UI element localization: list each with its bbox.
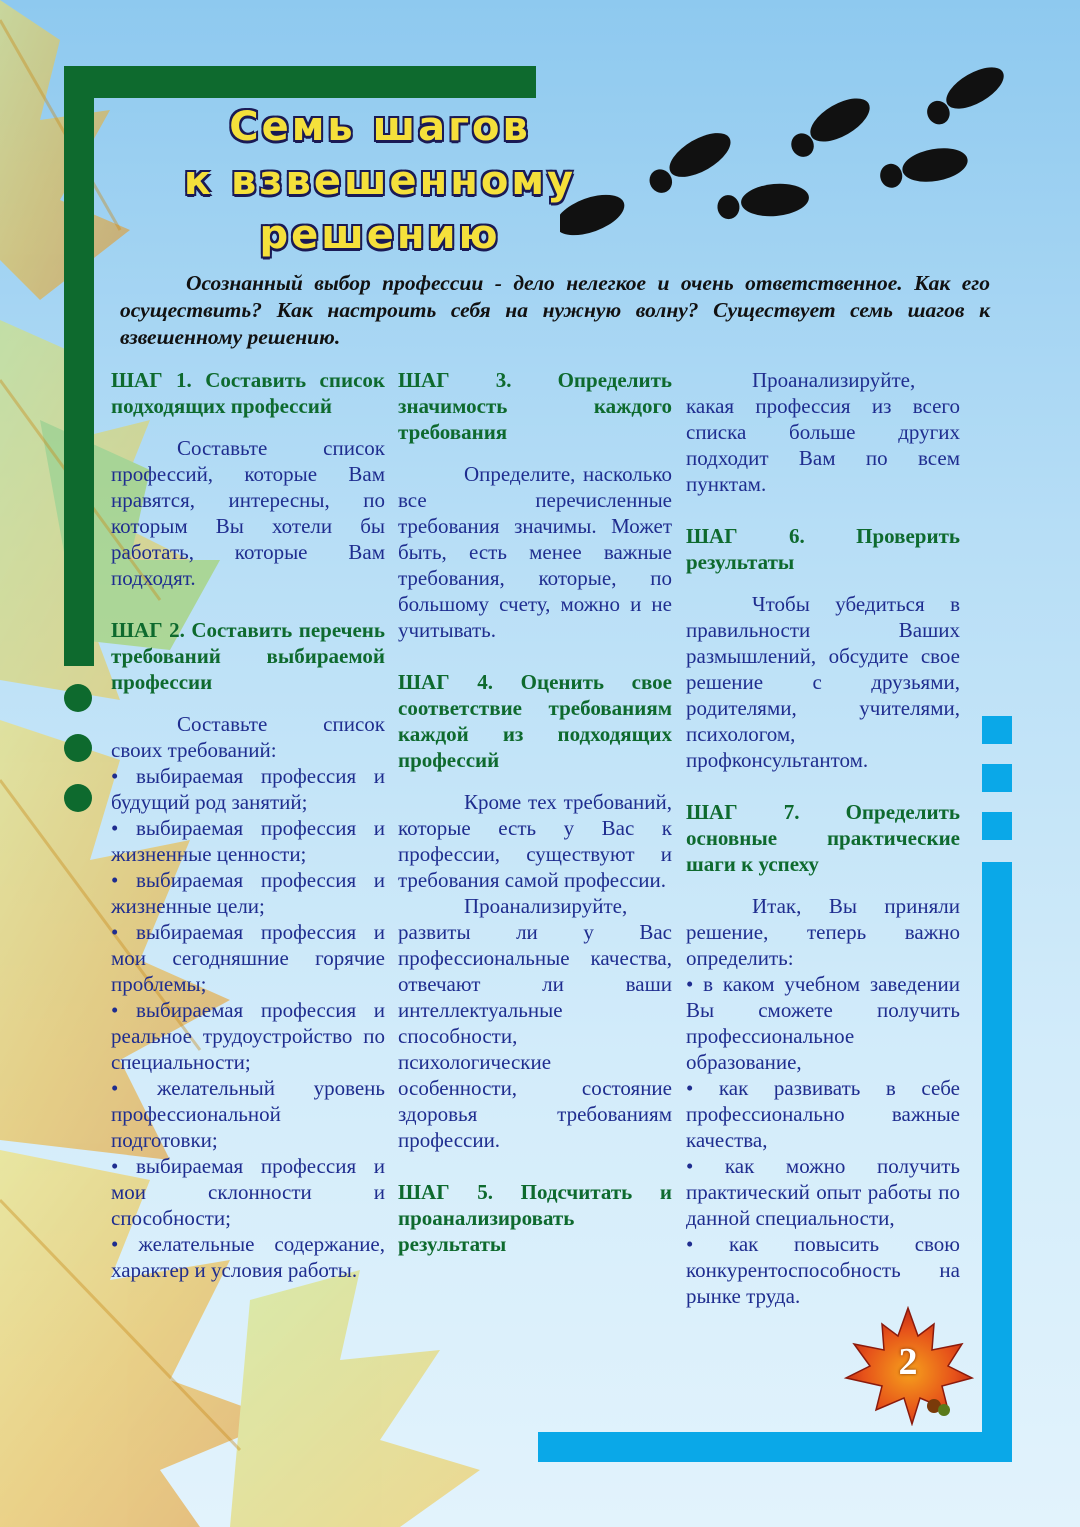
- list-item: • как можно получить практический опыт работы по данной специальности,: [686, 1154, 960, 1230]
- intro-paragraph: Осознанный выбор профессии - дело нелегкое и очень ответственное. Как его осуществить? Как настроить себя на нужную волну? Существует семь шагов к взвешенному решению.: [120, 271, 990, 349]
- list-item: • выбираемая профессия и жизненные цели;: [111, 868, 385, 918]
- step-5-heading: ШАГ 5. Подсчитать и проанализировать результаты: [398, 1180, 672, 1256]
- column-3: [686, 367, 960, 1309]
- list-item: • желательные содержание, характер и условия работы.: [111, 1232, 385, 1282]
- step-7-heading: ШАГ 7. Определить основные практические шаги к успеху: [686, 800, 960, 876]
- step-2-heading: ШАГ 2. Составить перечень требований выбираемой профессии: [111, 618, 385, 694]
- step-4-body-1: Кроме тех требований, которые есть у Вас к профессии, существуют и требования самой профессии.: [398, 790, 672, 892]
- blue-square: [982, 764, 1012, 792]
- list-item: • выбираемая профессия и реальное трудоустройство по специальности;: [111, 998, 385, 1074]
- list-item: • выбираемая профессия и мои склонности и способности;: [111, 1154, 385, 1230]
- step-6-heading: ШАГ 6. Проверить результаты: [686, 524, 960, 574]
- list-item: • выбираемая профессия и жизненные ценности;: [111, 816, 385, 866]
- title-line-3: решению: [259, 212, 501, 258]
- green-dot: [64, 684, 92, 712]
- blue-square: [982, 716, 1012, 744]
- step-2-body: Составьте список своих требований:: [111, 712, 385, 762]
- list-item: • выбираемая профессия и мои сегодняшние горячие проблемы;: [111, 920, 385, 996]
- step-4-heading: ШАГ 4. Оценить свое соответствие требованиям каждой из подходящих профессий: [398, 670, 672, 772]
- list-item: • как повысить свою конкурентоспособность на рынке труда.: [686, 1232, 960, 1308]
- step-5-body: Проанализируйте, какая профессия из всего списка больше других подходит Вам по всем пунктам.: [686, 368, 960, 496]
- footprints-icon: [560, 60, 1020, 250]
- frame-blue-bottom: [538, 1432, 1012, 1462]
- step-1-body: Составьте список профессий, которые Вам нравятся, интересны, по которым Вы хотели бы работать, которые Вам подходят.: [111, 436, 385, 590]
- list-item: • желательный уровень профессиональной подготовки;: [111, 1076, 385, 1152]
- list-item: • выбираемая профессия и будущий род занятий;: [111, 764, 385, 814]
- column-2: [398, 367, 672, 1257]
- step-3-heading: ШАГ 3. Определить значимость каждого требования: [398, 368, 672, 444]
- step-1-heading: ШАГ 1. Составить список подходящих профессий: [111, 368, 385, 418]
- title-line-1: Семь шагов: [229, 104, 531, 150]
- step-4-body-2: Проанализируйте, развиты ли у Вас профессиональные качества, отвечают ли ваши интеллектуальные способности, психологические особенности, состояние здоровья требованиям профессии.: [398, 894, 672, 1152]
- step-3-body: Определите, насколько все перечисленные требования значимы. Может быть, есть менее важные требования, которые, по большому счету, можно и не учитывать.: [398, 462, 672, 642]
- frame-green-top: [64, 66, 536, 98]
- frame-blue-right: [982, 862, 1012, 1462]
- column-1: [111, 367, 385, 1283]
- step-6-body: Чтобы убедиться в правильности Ваших размышлений, обсудите свое решение с друзьями, родителями, учителями, психологом, профконсультантом.: [686, 592, 960, 772]
- step-7-body: Итак, Вы приняли решение, теперь важно определить:: [686, 894, 960, 970]
- green-dot: [64, 734, 92, 762]
- green-dot: [64, 784, 92, 812]
- page-number: 2: [898, 1341, 918, 1383]
- list-item: • в каком учебном заведении Вы сможете получить профессиональное образование,: [686, 972, 960, 1074]
- list-item: • как развивать в себе профессионально важные качества,: [686, 1076, 960, 1152]
- frame-green-left: [64, 66, 94, 666]
- blue-square: [982, 812, 1012, 840]
- title-line-2: к взвешенному: [183, 158, 577, 204]
